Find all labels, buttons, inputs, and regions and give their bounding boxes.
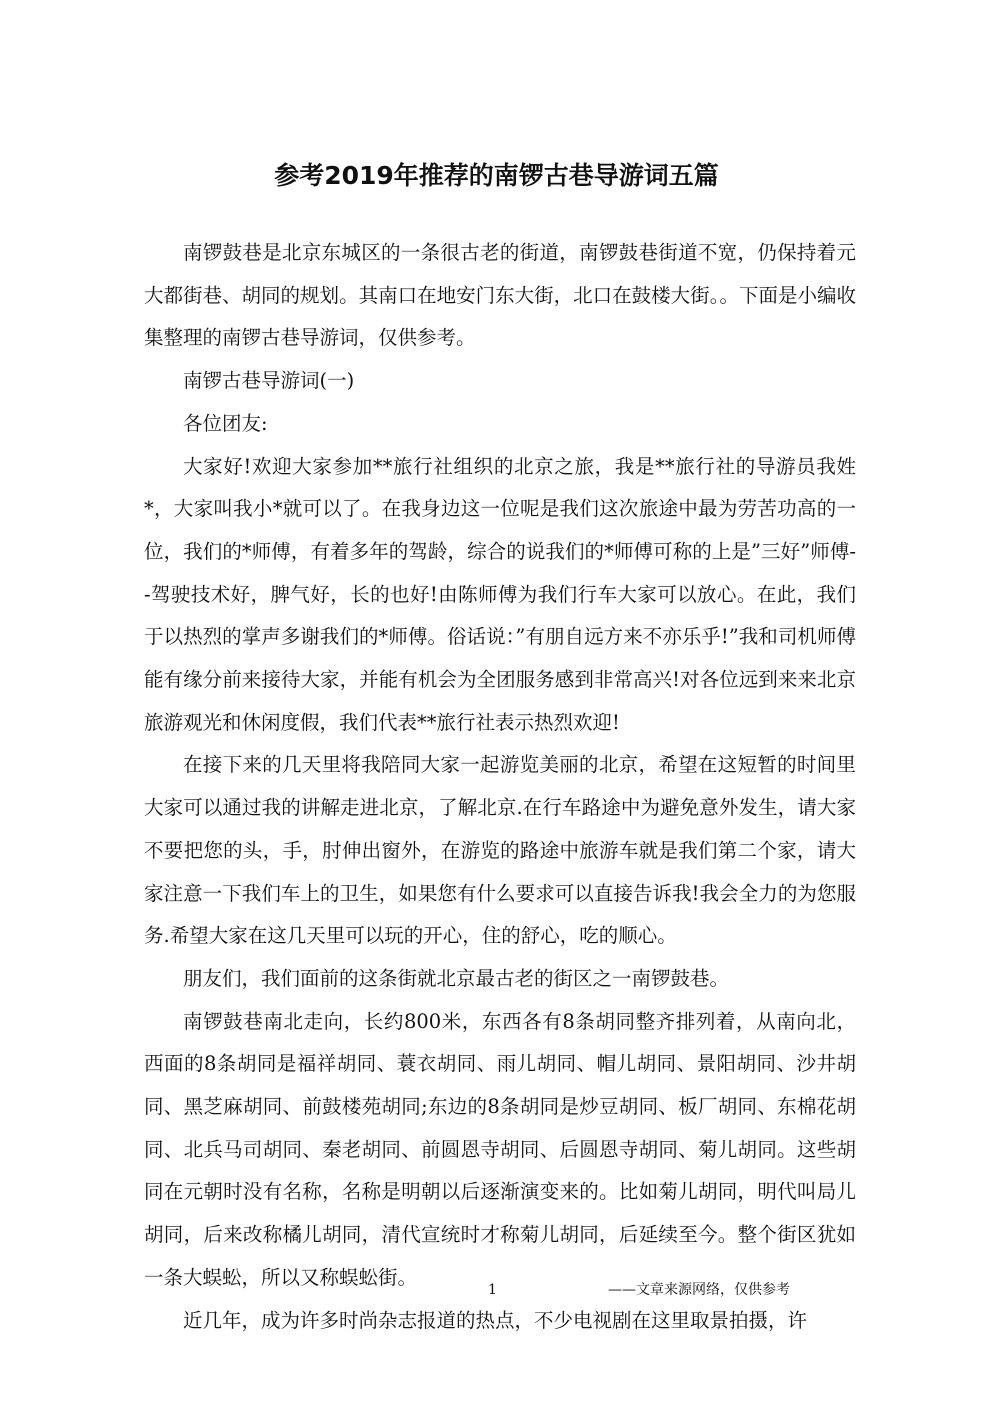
guide-paragraph: 在接下来的几天里将我陪同大家一起游览美丽的北京，希望在这短暂的时间里大家可以通过我的讲解走进北京，了解北京.在行车路途中为避免意外发生，请大家不要把您的头，手，肘伸出窗外，在游览的路途中旅游车就是我们第二个家，请大家注意一下我们车上的卫生，如果您有什么要求可以直接告诉我!我会全力的为您服务.希望大家在这几天里可以玩的开心，住的舒心，吃的顺心。 — [144, 753, 856, 948]
hutong-paragraph: 南锣鼓巷南北走向，长约800米，东西各有8条胡同整齐排列着，从南向北，西面的8条胡同是福祥胡同、蓑衣胡同、雨儿胡同、帽儿胡同、景阳胡同、沙井胡同、黑芝麻胡同、前鼓楼苑胡同;东边的8条胡同是炒豆胡同、板厂胡同、东棉花胡同、北兵马司胡同、秦老胡同、前圆恩寺胡同、后圆恩寺胡同、菊儿胡同。这些胡同在元朝时没有名称，名称是明朝以后逐渐演变来的。比如菊儿胡同，明代叫局儿胡同，后来改称橘儿胡同，清代宣统时才称菊儿胡同，后延续至今。整个街区犹如一条大蜈蚣，所以又称蜈蚣街。 — [144, 1009, 856, 1289]
page-number: 1 — [488, 1282, 497, 1298]
footer-note: ——文章来源网络，仅供参考 — [608, 1282, 790, 1298]
section-heading: 南锣古巷导游词(一) — [183, 369, 355, 393]
document-title: 参考2019年推荐的南锣古巷导游词五篇 — [274, 161, 719, 190]
welcome-paragraph: 大家好!欢迎大家参加**旅行社组织的北京之旅，我是**旅行社的导游员我姓*，大家叫我小*就可以了。在我身边这一位呢是我们这次旅途中最为劳苦功高的一位，我们的*师傅，有着多年的驾龄，综合的说我们的*师傅可称的上是”三好”师傅--驾驶技术好，脾气好，长的也好!由陈师傅为我们行车大家可以放心。在此，我们于以热烈的掌声多谢我们的*师傅。俗话说：”有朋自远方来不亦乐乎!”我和司机师傅能有缘分前来接待大家，并能有机会为全团服务感到非常高兴!对各位远到来来北京旅游观光和休闲度假，我们代表**旅行社表示热烈欢迎! — [144, 454, 856, 734]
street-intro-paragraph: 朋友们，我们面前的这条街就北京最古老的街区之一南锣鼓巷。 — [183, 966, 730, 990]
recent-years-paragraph: 近几年，成为许多时尚杂志报道的热点，不少电视剧在这里取景拍摄，许 — [183, 1308, 808, 1332]
intro-paragraph: 南锣鼓巷是北京东城区的一条很古老的街道，南锣鼓巷街道不宽，仍保持着元大都街巷、胡同的规划。其南口在地安门东大街，北口在鼓楼大街。。下面是小编收集整理的南锣古巷导游词，仅供参考。 — [144, 241, 856, 350]
greeting-line: 各位团友: — [183, 411, 268, 435]
document-body — [144, 232, 856, 1342]
